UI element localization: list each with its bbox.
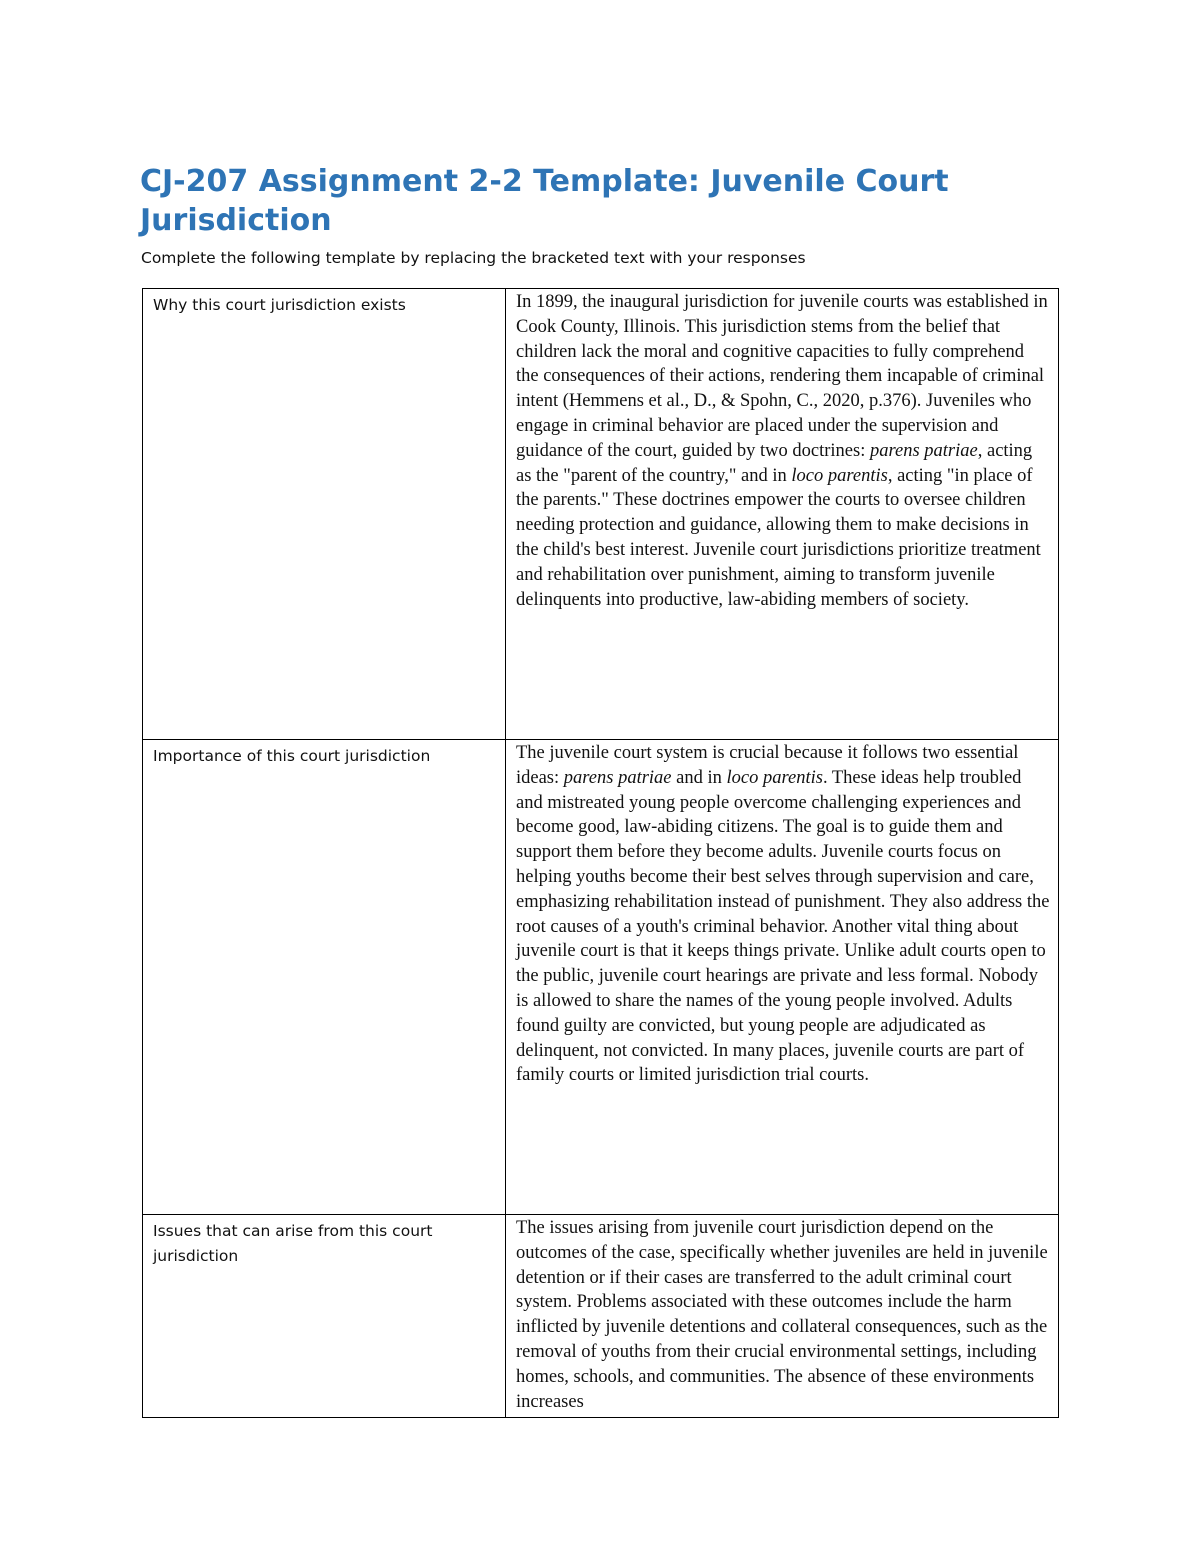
template-table <box>142 288 1059 1418</box>
response-cell[interactable] <box>506 740 1059 1215</box>
response-text: , acting "in place of the parents." These doctrines empower the courts to oversee children needing protection and guidance, allowing them to make decisions in the child's best interest. Juvenile court jurisdictions prioritize treatment and rehabilitation over punishment, aiming to transform juvenile delinquents into productive, law-abiding members of society. <box>516 465 1041 610</box>
doctrine-term: parens patriae <box>563 767 672 788</box>
table-row <box>143 289 1059 740</box>
document-title: CJ-207 Assignment 2-2 Template: Juvenile Court Jurisdiction <box>140 164 949 238</box>
response-text: and in <box>671 767 727 788</box>
table-row <box>143 1215 1059 1418</box>
row-label: Why this court jurisdiction exists <box>143 289 506 740</box>
table-row <box>143 740 1059 1215</box>
response-text: . These ideas help troubled and mistreated young people overcome challenging experiences and become good, law-abiding citizens. The goal is to guide them and support them before they become adults. Juvenile courts focus on helping youths become their best selves through supervision and care, emphasizing rehabilitation instead of punishment. They also address the root causes of a youth's criminal behavior. Another vital thing about juvenile court is that it keeps things private. Unlike adult courts open to the public, juvenile court hearings are private and less formal. Nobody is allowed to share the names of the young people involved. Adults found guilty are convicted, but young people are adjudicated as delinquent, not convicted. In many places, juvenile courts are part of family courts or limited jurisdiction trial courts. <box>516 767 1050 1086</box>
response-text: , acting as the "parent of the country," and in <box>516 440 1033 486</box>
doctrine-term: parens patriae <box>869 440 978 461</box>
row-label: Issues that can arise from this court jurisdiction <box>143 1215 506 1418</box>
response-cell[interactable] <box>506 1215 1059 1418</box>
response-text: In 1899, the inaugural jurisdiction for juvenile courts was established in Cook County, Illinois. This jurisdiction stems from the belief that children lack the moral and cognitive capacities to fully comprehend the consequences of their actions, rendering them incapable of criminal intent (Hemmens et al., D., & Spohn, C., 2020, p.376). Juveniles who engage in criminal behavior are placed under the supervision and guidance of the court, guided by two doctrines: <box>516 292 1048 461</box>
response-text: The juvenile court system is crucial because it follows two essential ideas: <box>516 743 1019 788</box>
response-cell[interactable] <box>506 289 1059 740</box>
doctrine-term: loco parentis <box>791 465 888 486</box>
doctrine-term: loco parentis <box>726 767 823 788</box>
row-label: Importance of this court jurisdiction <box>143 740 506 1215</box>
document-instructions: Complete the following template by replacing the bracketed text with your responses <box>141 249 806 267</box>
response-text: The issues arising from juvenile court jurisdiction depend on the outcomes of the case, specifically whether juveniles are held in juvenile detention or if their cases are transferred to the adult criminal court system. Problems associated with these outcomes include the harm inflicted by juvenile detentions and collateral consequences, such as the removal of youths from their crucial environmental settings, including homes, schools, and communities. The absence of these environments increases <box>516 1218 1048 1412</box>
